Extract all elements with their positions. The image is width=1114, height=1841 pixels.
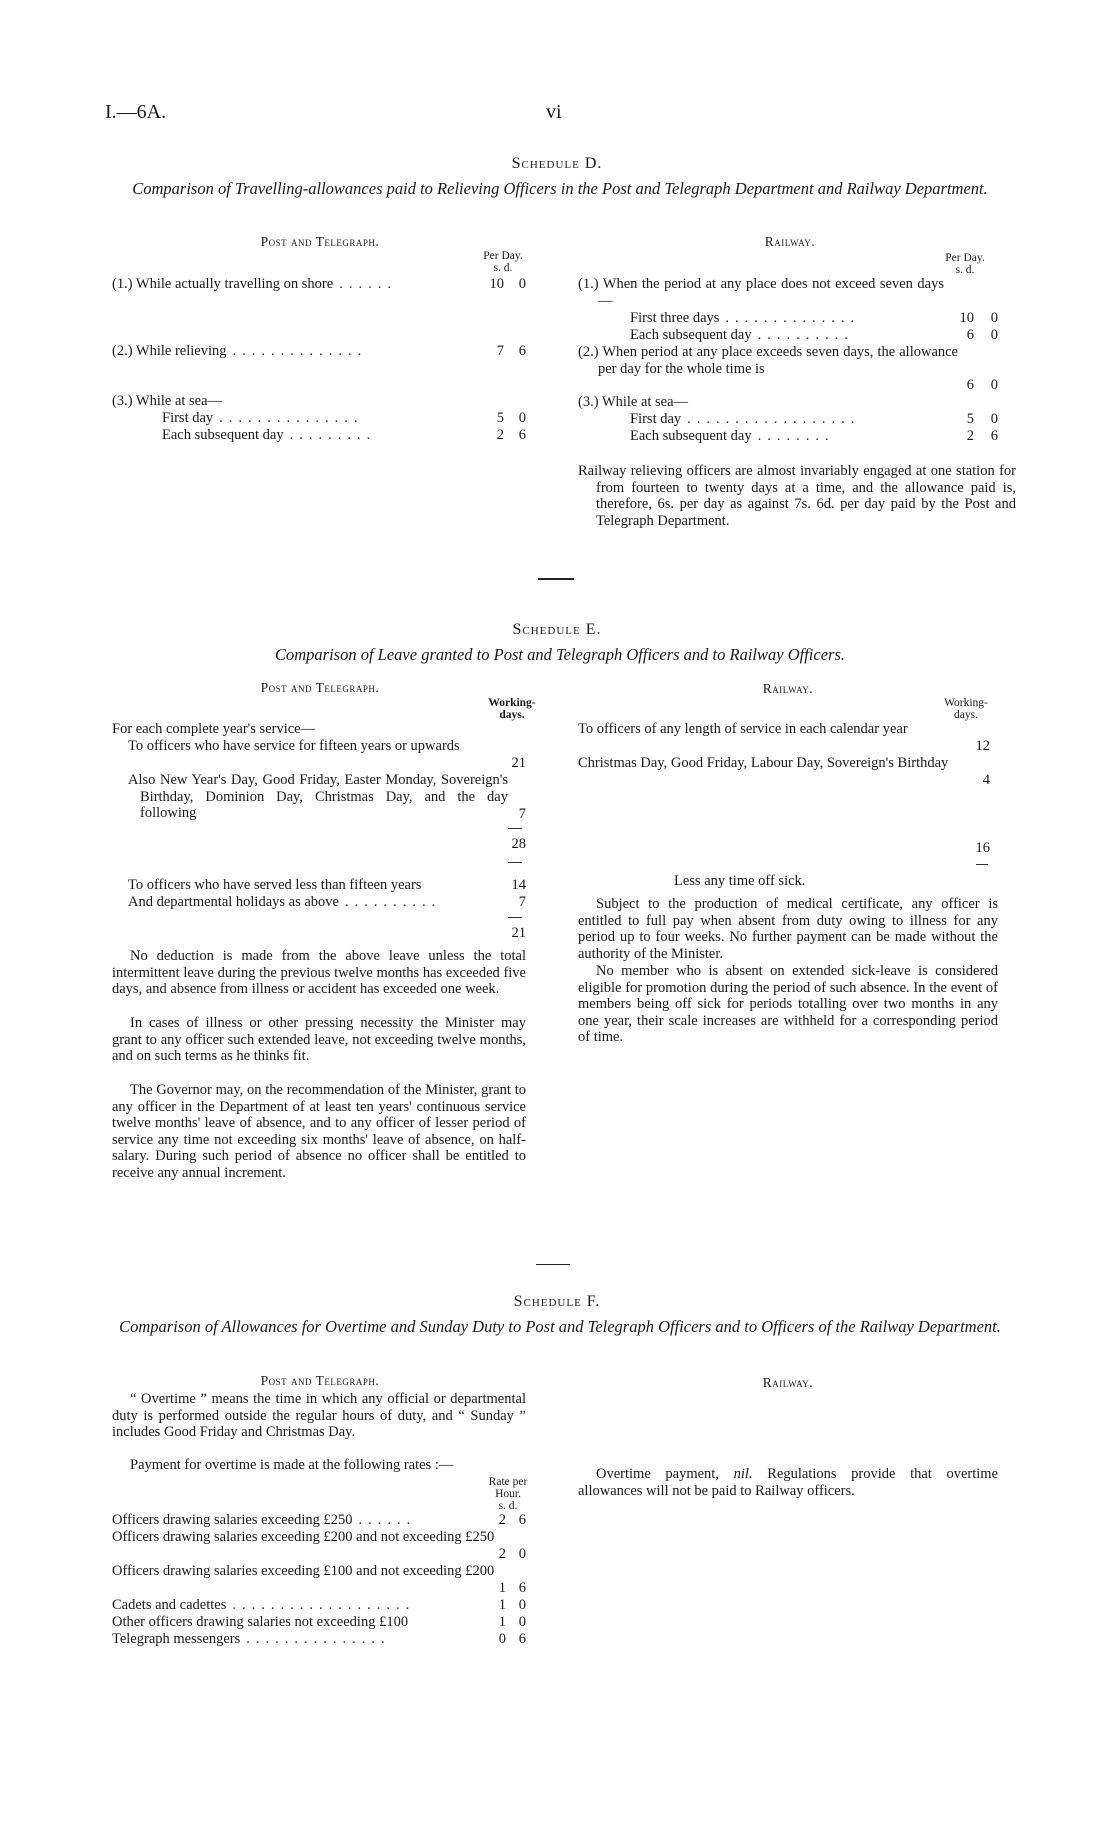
rule bbox=[976, 864, 988, 865]
schedule-e-post-para2: In cases of illness or other pressing necessity the Minister may grant to any officer such extended leave, not exceeding twelve months, and on such terms as he thinks fit. bbox=[112, 1015, 526, 1065]
schedule-d-railway-item-d: 0 bbox=[990, 411, 998, 427]
schedule-f-rate-d: 0 bbox=[518, 1546, 526, 1562]
schedule-e-post-line1-value: 21 bbox=[511, 755, 526, 771]
schedule-f-rate-s: 1 bbox=[498, 1580, 506, 1596]
schedule-d-post-item-d: 0 bbox=[518, 410, 526, 426]
schedule-f-rate-d: 0 bbox=[518, 1614, 526, 1630]
schedule-f-rate-d: 6 bbox=[518, 1631, 526, 1647]
schedule-d-post-item-d: 6 bbox=[518, 343, 526, 359]
schedule-e-post-line2: Also New Year's Day, Good Friday, Easter Monday, Sovereign's Birthday, Dominion Day, Christmas Day, and the day following bbox=[128, 772, 508, 822]
schedule-e-railway-unit: Working-days. bbox=[944, 697, 988, 721]
rule bbox=[508, 862, 522, 863]
schedule-d-post-heading: Post and Telegraph. bbox=[260, 234, 380, 249]
schedule-d-railway-heading: Railway. bbox=[764, 234, 816, 249]
schedule-e-post-line4: And departmental holidays as above .......... bbox=[128, 894, 442, 910]
schedule-d-post-unit: Per Day. bbox=[483, 250, 523, 262]
schedule-f-rate-s: 2 bbox=[498, 1546, 506, 1562]
schedule-e-railway-line2: Christmas Day, Good Friday, Labour Day, Sovereign's Birthday bbox=[578, 755, 949, 771]
schedule-d-post-item-d: 6 bbox=[518, 427, 526, 443]
schedule-d-post-item-s: 10 bbox=[489, 276, 504, 292]
section-divider bbox=[536, 1264, 570, 1265]
schedule-d-railway-item: (1.) When the period at any place does not exceed seven days— bbox=[578, 276, 944, 309]
schedule-e-post-para1: No deduction is made from the above leave unless the total intermittent leave during the previous twelve months has exceeded five days, and absence from illness or accident has exceeded one week. bbox=[112, 948, 526, 998]
schedule-e-railway-para1: Subject to the production of medical certificate, any officer is entitled to full pay when absent from duty owing to illness for any period up to four weeks. No further payment can be made without the authority of the Minister. bbox=[578, 896, 998, 962]
schedule-d-railway-item-d: 0 bbox=[990, 327, 998, 343]
schedule-d-post-item-s: 5 bbox=[496, 410, 504, 426]
schedule-e-title: Schedule E. bbox=[512, 621, 602, 638]
schedule-f-subtitle: Comparison of Allowances for Overtime and Sunday Duty to Post and Telegraph Officers and to Officers of the Railway Department. bbox=[119, 1317, 1001, 1336]
schedule-e-post-para3: The Governor may, on the recommendation of the Minister, grant to any officer in the Department of at least ten years' continuous service twelve months' leave of absence, and to any officer of lesser period of service any time not exceeding six months' leave of absence, on half-salary. During such period of absence no officer shall be entitled to receive any annual increment. bbox=[112, 1082, 526, 1181]
schedule-d-railway-note: Railway relieving officers are almost invariably engaged at one station for from fourteen to twenty days at a time, and the allowance paid is, therefore, 6s. per day as against 7s. 6d. per day paid by the Post and Telegraph Department. bbox=[578, 463, 1016, 529]
schedule-e-post-total2: 21 bbox=[511, 925, 526, 941]
schedule-d-railway-item-s: 10 bbox=[959, 310, 974, 326]
schedule-d-railway-item: (3.) While at sea— bbox=[578, 394, 689, 410]
schedule-f-rate-row: Officers drawing salaries exceeding £200 and not exceeding £250 bbox=[112, 1529, 495, 1545]
schedule-d-railway-item-s: 2 bbox=[966, 428, 974, 444]
schedule-e-post-unit: Working-days. bbox=[488, 697, 536, 721]
schedule-f-rate-s: 0 bbox=[498, 1631, 506, 1647]
schedule-e-railway-line2-value: 4 bbox=[982, 772, 990, 788]
schedule-e-railway-total: 16 bbox=[975, 840, 990, 856]
schedule-d-railway-item: First three days .............. bbox=[630, 310, 861, 326]
schedule-f-post-unit: Rate per Hour. bbox=[488, 1476, 528, 1500]
schedule-d-post-item: (2.) While relieving .............. bbox=[112, 343, 368, 359]
schedule-d-railway-item: First day .................. bbox=[630, 411, 861, 427]
schedule-d-railway-item: Each subsequent day .......... bbox=[630, 327, 854, 343]
schedule-d-post-item-d: 0 bbox=[518, 276, 526, 292]
schedule-f-post-unit-sd: s. d. bbox=[498, 1500, 518, 1512]
schedule-f-rate-d: 6 bbox=[518, 1512, 526, 1528]
schedule-d-post-item: (3.) While at sea— bbox=[112, 393, 223, 409]
schedule-d-post-item: (1.) While actually travelling on shore ...... bbox=[112, 276, 397, 292]
schedule-e-railway-line1: To officers of any length of service in each calendar year bbox=[578, 721, 908, 737]
page-reference: I.—6A. bbox=[105, 101, 167, 123]
schedule-e-railway-less: Less any time off sick. bbox=[674, 873, 806, 889]
schedule-e-railway-para2: No member who is absent on extended sick-leave is considered eligible for promotion during the period of such absence. In the event of members being off sick for periods totalling over two months in any one year, their scale increases are withheld for a corresponding period of time. bbox=[578, 963, 998, 1046]
schedule-f-railway-heading: Railway. bbox=[762, 1375, 814, 1390]
schedule-e-post-line3: To officers who have served less than fifteen years bbox=[128, 877, 422, 893]
schedule-d-post-item-s: 7 bbox=[496, 343, 504, 359]
schedule-e-subtitle: Comparison of Leave granted to Post and Telegraph Officers and to Railway Officers. bbox=[275, 645, 845, 664]
schedule-e-post-line4-value: 7 bbox=[518, 894, 526, 910]
schedule-d-railway-unit-sd: s. d. bbox=[955, 264, 975, 276]
schedule-e-post-intro: For each complete year's service— bbox=[112, 721, 316, 737]
schedule-e-post-total1: 28 bbox=[511, 836, 526, 852]
schedule-d-railway-item: Each subsequent day ........ bbox=[630, 428, 835, 444]
schedule-f-post-para2: Payment for overtime is made at the following rates :— bbox=[130, 1457, 454, 1473]
schedule-d-post-unit-sd: s. d. bbox=[493, 262, 513, 274]
schedule-f-rate-s: 1 bbox=[498, 1597, 506, 1613]
schedule-d-post-item: Each subsequent day ......... bbox=[162, 427, 377, 443]
schedule-d-post-item-s: 2 bbox=[496, 427, 504, 443]
schedule-e-post-heading: Post and Telegraph. bbox=[260, 680, 380, 695]
schedule-d-railway-item-d: 0 bbox=[990, 377, 998, 393]
schedule-f-rate-row: Officers drawing salaries exceeding £100 and not exceeding £200 bbox=[112, 1563, 495, 1579]
schedule-f-rate-row: Other officers drawing salaries not exceeding £100 bbox=[112, 1614, 409, 1630]
schedule-f-title: Schedule F. bbox=[513, 1293, 601, 1310]
schedule-d-railway-unit: Per Day. bbox=[945, 252, 985, 264]
schedule-f-rate-row: Cadets and cadettes ................... bbox=[112, 1597, 416, 1613]
schedule-f-rate-s: 2 bbox=[498, 1512, 506, 1528]
schedule-f-post-para1: “ Overtime ” means the time in which any official or departmental duty is performed outside the regular hours of duty, and “ Sunday ” includes Good Friday and Christmas Day. bbox=[112, 1391, 526, 1441]
schedule-d-railway-item-d: 6 bbox=[990, 428, 998, 444]
schedule-d-subtitle: Comparison of Travelling-allowances paid to Relieving Officers in the Post and Telegraph Department and Railway Department. bbox=[132, 179, 988, 198]
schedule-e-post-line1: To officers who have service for fifteen years or upwards bbox=[128, 738, 460, 754]
schedule-f-railway-text: Overtime payment, nil. Regulations provide that overtime allowances will not be paid to Railway officers. bbox=[578, 1466, 999, 1499]
schedule-e-post-line3-value: 14 bbox=[511, 877, 526, 893]
schedule-d-railway-item-s: 6 bbox=[966, 327, 974, 343]
schedule-e-post-line2-value: 7 bbox=[518, 806, 526, 822]
rule bbox=[508, 917, 522, 918]
schedule-f-rate-d: 0 bbox=[518, 1597, 526, 1613]
rule bbox=[508, 828, 522, 829]
schedule-d-railway-item-s: 5 bbox=[966, 411, 974, 427]
schedule-f-rate-d: 6 bbox=[518, 1580, 526, 1596]
schedule-d-railway-item: (2.) When period at any place exceeds seven days, the allowance per day for the whole time is bbox=[578, 344, 958, 377]
page-number: vi bbox=[546, 101, 562, 123]
schedule-f-rate-row: Telegraph messengers ............... bbox=[112, 1631, 391, 1647]
schedule-d-railway-item-s: 6 bbox=[966, 377, 974, 393]
schedule-d-railway-item-d: 0 bbox=[990, 310, 998, 326]
schedule-f-post-heading: Post and Telegraph. bbox=[260, 1373, 380, 1388]
schedule-f-rate-s: 1 bbox=[498, 1614, 506, 1630]
schedule-e-railway-line1-value: 12 bbox=[975, 738, 990, 754]
schedule-e-railway-heading: Railway. bbox=[762, 681, 814, 696]
schedule-f-rate-row: Officers drawing salaries exceeding £250 ...... bbox=[112, 1512, 417, 1528]
section-divider bbox=[538, 578, 574, 580]
schedule-d-title: Schedule D. bbox=[511, 155, 603, 172]
schedule-d-post-item: First day ............... bbox=[162, 410, 364, 426]
